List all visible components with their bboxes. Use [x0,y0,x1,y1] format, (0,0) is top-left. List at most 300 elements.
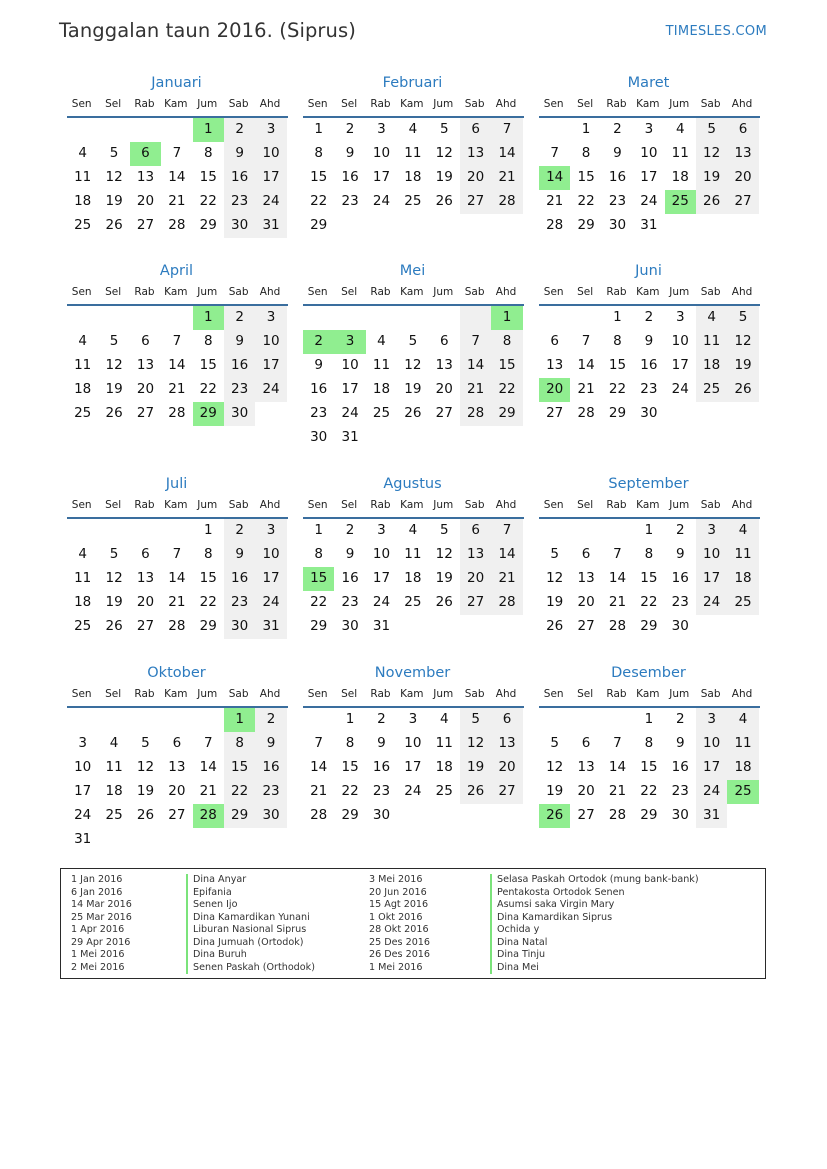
day-cell: 17 [696,756,727,780]
day-cell: 22 [310,193,328,209]
day-cell: 24 [74,807,92,823]
weekday-label: Kam [636,98,660,110]
day-cell: 4 [78,333,87,349]
day-cell: 9 [345,546,355,562]
empty-cell [727,214,758,238]
day-cell: 14 [168,357,186,373]
brand-link[interactable]: TIMESLES.COM [665,24,767,39]
day-cell: 18 [696,354,727,378]
weekday-label: Ahd [495,98,517,110]
day-cell: 11 [727,543,758,567]
page-title: Tanggalan taun 2016. (Siprus) [59,19,356,42]
day-cell: 27 [460,190,491,214]
day-cell: 10 [696,732,727,756]
day-grid [303,118,524,238]
day-cell: 8 [224,732,255,756]
empty-cell [397,615,428,639]
month-title: April [159,263,194,279]
day-grid [67,306,288,426]
day-cell: 16 [341,570,359,586]
day-cell: 11 [696,330,727,354]
day-cell: 15 [199,169,217,185]
day-cell: 11 [372,357,391,373]
weekday-header [538,683,760,705]
weekday-label: Jum [433,98,454,110]
holiday-date: 28 Okt 2016 [369,924,429,935]
empty-cell [193,708,224,732]
holiday-date: 6 Jan 2016 [71,886,123,898]
day-cell: 11 [727,732,758,756]
weekday-label: Kam [400,98,424,110]
day-cell: 11 [404,145,422,161]
month-januari [67,73,288,238]
day-cell: 23 [341,193,359,209]
day-cell: 3 [408,711,418,727]
weekday-label: Sab [464,98,485,110]
weekday-label: Sel [105,286,122,298]
day-cell: 9 [255,732,286,756]
month-oktober [67,663,288,852]
day-cell: 25 [727,591,758,615]
holiday-name: Pentakosta Ortodok Senen [497,886,625,898]
day-cell: 17 [255,354,286,378]
day-cell: 30 [310,429,328,445]
weekday-label: Jum [669,286,690,298]
empty-cell [429,804,460,828]
day-cell: 3 [696,519,727,543]
month-desember [539,663,760,828]
weekday-label: Rab [134,286,155,298]
day-cell: 31 [372,618,391,634]
day-cell: 24 [671,381,689,397]
day-cell: 20 [460,567,491,591]
empty-cell [570,708,601,732]
day-cell: 17 [696,567,727,591]
empty-cell [460,306,491,330]
empty-cell [539,118,570,142]
day-cell: 3 [255,519,286,543]
day-cell: 31 [341,429,359,445]
day-cell: 27 [136,217,155,233]
day-cell: 6 [550,333,559,349]
day-cell: 18 [435,759,453,775]
day-cell: 3 [696,708,727,732]
day-cell: 24 [696,591,727,615]
day-cell: 14 [608,759,627,775]
weekday-label: Kam [636,688,660,700]
empty-cell [130,519,161,543]
day-cell: 23 [671,783,689,799]
holiday-date: 1 Okt 2016 [369,911,423,923]
day-cell: 29 [491,402,522,426]
day-cell: 24 [255,378,286,402]
weekday-label: Rab [606,499,627,511]
day-cell: 26 [435,594,453,610]
weekday-label: Rab [606,98,627,110]
weekday-header [302,494,524,516]
day-cell: 31 [74,831,92,847]
day-cell: 10 [255,142,286,166]
weekday-label: Sen [71,98,92,110]
day-cell: 26 [105,618,123,634]
empty-cell [727,804,758,828]
empty-cell [397,306,428,330]
day-cell: 14 [577,357,595,373]
weekday-label: Kam [164,98,188,110]
holiday-name: Selasa Paskah Ortodok (mung bank-bank) [497,874,699,885]
weekday-label: Jum [669,688,690,700]
day-cell: 7 [613,735,622,751]
empty-cell [570,519,601,543]
day-cell: 14 [199,759,217,775]
day-cell: 29 [199,618,217,634]
day-cell: 21 [168,193,186,209]
weekday-label: Sen [307,688,328,700]
day-cell: 5 [550,735,559,751]
day-cell: 16 [255,756,286,780]
day-cell: 29 [224,804,255,828]
day-cell: 9 [644,333,654,349]
weekday-label: Kam [164,499,188,511]
day-cell: 30 [640,405,658,421]
day-cell: 6 [439,333,449,349]
month-title: September [608,476,689,492]
day-cell: 8 [644,546,654,562]
day-cell: 16 [341,169,359,185]
day-cell: 17 [640,169,658,185]
day-cell: 20 [136,193,155,209]
empty-cell [130,118,161,142]
day-cell: 11 [74,169,92,185]
weekday-label: Sab [700,688,721,700]
day-cell: 21 [491,166,522,190]
day-cell: 12 [696,142,727,166]
day-cell: 10 [372,546,391,562]
empty-cell [491,426,522,450]
empty-cell [334,306,365,330]
day-cell: 16 [224,354,255,378]
empty-cell [255,828,286,852]
day-cell: 14 [168,570,186,586]
day-cell: 3 [78,735,87,751]
day-cell: 29 [608,405,627,421]
day-grid [67,519,288,639]
empty-cell [429,426,460,450]
day-cell: 5 [109,145,119,161]
day-cell: 18 [105,783,123,799]
day-cell: 21 [577,381,595,397]
day-cell: 17 [341,381,359,397]
empty-cell [98,306,129,330]
month-november [303,663,524,828]
weekday-label: Sel [341,688,358,700]
day-cell: 11 [671,145,689,161]
day-cell: 27 [546,405,564,421]
empty-cell [491,615,522,639]
day-cell: 12 [435,145,453,161]
day-cell: 17 [372,570,391,586]
day-cell: 17 [255,567,286,591]
empty-cell [366,214,397,238]
day-cell: 23 [224,591,255,615]
empty-cell [429,615,460,639]
day-cell: 29 [341,807,359,823]
day-cell: 6 [491,708,522,732]
day-cell: 26 [546,618,564,634]
day-cell: 27 [491,780,522,804]
day-cell: 27 [577,807,595,823]
empty-cell [460,615,491,639]
weekday-label: Ahd [259,286,281,298]
weekday-label: Jum [433,286,454,298]
day-cell: 12 [404,357,422,373]
day-cell: 17 [255,166,286,190]
day-cell: 30 [671,807,689,823]
day-cell: 7 [581,333,591,349]
day-cell: 8 [581,145,591,161]
day-cell: 14 [491,142,522,166]
day-cell: 24 [341,405,359,421]
empty-cell [130,828,161,852]
weekday-label: Rab [370,98,391,110]
day-cell: 9 [224,330,255,354]
day-cell: 6 [460,519,491,543]
day-cell: 19 [435,169,453,185]
day-cell: 13 [168,759,186,775]
day-cell: 31 [255,214,286,238]
day-cell: 19 [136,783,155,799]
day-cell: 2 [644,309,654,325]
day-cell: 15 [199,570,217,586]
day-grid [67,118,288,238]
day-cell: 29 [193,402,224,426]
day-cell: 6 [141,546,150,562]
month-title: Juni [635,263,662,279]
weekday-label: Sen [307,98,328,110]
month-title: Januari [151,75,202,91]
day-cell: 13 [435,357,453,373]
empty-cell [193,828,224,852]
day-cell: 28 [168,405,186,421]
day-cell: 12 [105,357,123,373]
day-cell: 25 [696,378,727,402]
day-cell: 4 [78,145,87,161]
day-cell: 23 [310,405,328,421]
weekday-label: Sel [105,499,122,511]
weekday-label: Jum [197,98,218,110]
month-title: Mei [399,263,426,279]
day-cell: 13 [136,169,155,185]
holiday-name: Dina Natal [497,936,548,948]
day-cell: 28 [491,190,522,214]
weekday-label: Ahd [495,286,517,298]
month-title: Agustus [383,476,442,492]
empty-cell [727,615,758,639]
day-cell: 15 [577,169,595,185]
day-cell: 5 [109,546,119,562]
day-cell: 24 [255,591,286,615]
day-cell: 13 [460,543,491,567]
weekday-label: Sab [464,499,485,511]
day-cell: 5 [439,522,449,538]
day-cell: 8 [613,333,622,349]
day-cell: 21 [168,381,186,397]
day-cell: 25 [74,405,92,421]
day-cell: 28 [608,807,627,823]
holiday-name: Liburan Nasional Siprus [193,924,307,935]
empty-cell [67,306,98,330]
day-cell: 2 [613,121,622,137]
weekday-label: Sen [71,499,92,511]
day-cell: 11 [435,735,453,751]
day-cell: 19 [105,381,123,397]
month-maret [539,73,760,238]
weekday-label: Ahd [259,499,281,511]
empty-cell [130,306,161,330]
empty-cell [539,306,570,330]
weekday-label: Sel [105,98,122,110]
day-cell: 31 [255,615,286,639]
weekday-label: Ahd [731,98,753,110]
day-cell: 6 [141,333,150,349]
day-cell: 15 [608,357,627,373]
empty-cell [161,708,192,732]
day-cell: 4 [727,708,758,732]
day-cell: 1 [613,309,622,325]
weekday-label: Ahd [731,499,753,511]
day-cell: 3 [377,522,386,538]
day-cell: 9 [224,142,255,166]
day-cell: 25 [105,807,123,823]
day-cell: 15 [303,567,334,591]
weekday-header [538,494,760,516]
day-cell: 17 [671,357,689,373]
holiday-name: Dina Jumuah (Ortodok) [193,936,304,948]
empty-cell [366,426,397,450]
day-cell: 2 [224,118,255,142]
weekday-header [302,93,524,115]
weekday-label: Rab [370,286,391,298]
empty-cell [397,214,428,238]
day-cell: 1 [314,121,323,137]
weekday-label: Kam [164,286,188,298]
day-cell: 1 [345,711,355,727]
day-cell: 2 [224,306,255,330]
day-cell: 9 [314,357,323,373]
empty-cell [539,708,570,732]
day-cell: 19 [435,570,453,586]
day-cell: 28 [546,217,564,233]
weekday-label: Jum [669,98,690,110]
day-cell: 10 [640,145,658,161]
day-cell: 13 [460,142,491,166]
weekday-header [66,281,288,303]
day-cell: 4 [78,546,87,562]
weekday-header [538,93,760,115]
day-cell: 18 [372,381,391,397]
day-cell: 30 [671,618,689,634]
day-cell: 6 [172,735,182,751]
day-cell: 24 [372,193,391,209]
day-cell: 26 [105,405,123,421]
day-cell: 27 [168,807,186,823]
day-cell: 20 [136,594,155,610]
empty-cell [255,402,286,426]
day-cell: 22 [640,594,658,610]
holiday-date: 2 Mei 2016 [71,961,125,973]
day-cell: 8 [491,330,522,354]
day-cell: 18 [727,756,758,780]
day-grid [303,519,524,639]
day-cell: 5 [550,546,559,562]
day-cell: 19 [546,783,564,799]
day-cell: 20 [460,166,491,190]
empty-cell [67,708,98,732]
empty-cell [665,402,696,426]
weekday-label: Sab [464,688,485,700]
day-cell: 26 [136,807,155,823]
day-cell: 16 [372,759,391,775]
day-cell: 5 [109,333,119,349]
day-cell: 3 [334,330,365,354]
day-cell: 14 [460,354,491,378]
day-cell: 22 [577,193,595,209]
day-cell: 22 [199,381,217,397]
day-cell: 29 [310,618,328,634]
day-cell: 26 [696,190,727,214]
holiday-names-right [490,874,699,974]
day-grid [539,118,760,238]
weekday-label: Ahd [495,499,517,511]
day-cell: 16 [224,567,255,591]
day-cell: 1 [644,522,654,538]
day-cell: 23 [671,594,689,610]
day-cell: 30 [372,807,391,823]
weekday-label: Sel [577,499,594,511]
day-cell: 28 [168,217,186,233]
day-cell: 22 [640,783,658,799]
day-cell: 30 [224,402,255,426]
weekday-label: Rab [134,688,155,700]
day-cell: 20 [168,783,186,799]
day-cell: 28 [460,402,491,426]
weekday-label: Rab [606,688,627,700]
empty-cell [665,214,696,238]
day-cell: 1 [644,711,654,727]
day-cell: 23 [640,381,658,397]
day-cell: 2 [377,711,386,727]
day-cell: 14 [539,166,570,190]
day-cell: 10 [74,759,92,775]
day-cell: 5 [439,121,449,137]
day-grid [303,306,524,450]
month-title: Februari [382,75,443,91]
day-cell: 13 [491,732,522,756]
day-cell: 9 [345,145,355,161]
empty-cell [67,519,98,543]
day-cell: 4 [377,333,386,349]
day-cell: 16 [224,166,255,190]
day-cell: 22 [199,193,217,209]
day-cell: 14 [310,759,328,775]
holiday-date: 14 Mar 2016 [71,899,132,910]
weekday-label: Sab [228,499,249,511]
day-cell: 9 [613,145,622,161]
day-cell: 5 [408,333,418,349]
day-cell: 19 [404,381,422,397]
day-cell: 22 [310,594,328,610]
day-cell: 11 [404,546,422,562]
